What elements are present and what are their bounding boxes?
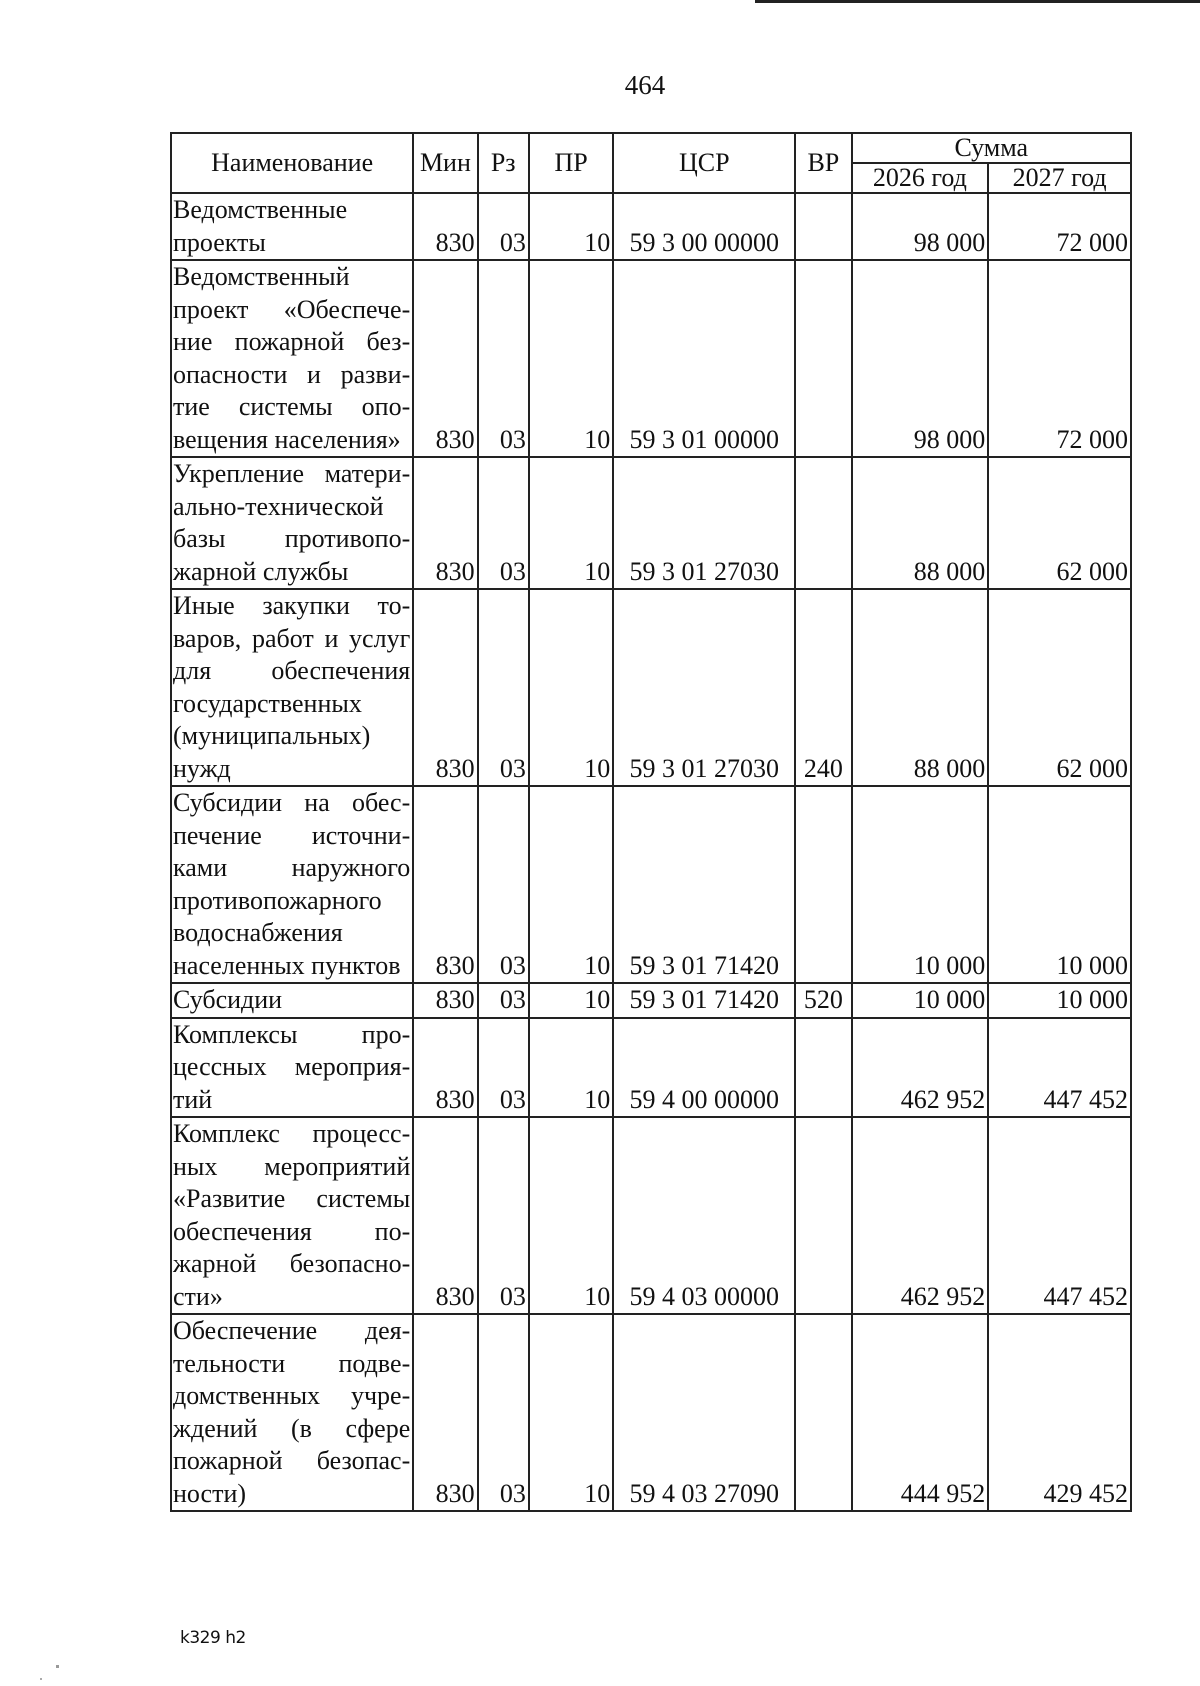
row-sum-2026: 88 000 xyxy=(852,457,989,589)
row-rz: 03 xyxy=(478,1018,529,1118)
row-pr: 10 xyxy=(529,1314,613,1511)
row-sum-2027: 429 452 xyxy=(988,1314,1131,1511)
row-vr xyxy=(795,786,851,983)
table-row xyxy=(171,1117,1131,1314)
row-pr: 10 xyxy=(529,1018,613,1118)
row-rz: 03 xyxy=(478,786,529,983)
row-name: Ведомственный проект «Обеспечение пожарной безопасности и развитие системы оповещения населения» xyxy=(171,260,413,457)
row-name: Ведомственные проекты xyxy=(171,193,413,260)
table-row xyxy=(171,983,1131,1018)
table-row xyxy=(171,589,1131,786)
scan-speck xyxy=(40,1678,42,1680)
row-min: 830 xyxy=(413,260,477,457)
row-csr: 59 3 01 27030 xyxy=(613,589,795,786)
table-row xyxy=(171,260,1131,457)
header-vr: ВР xyxy=(795,133,851,193)
row-sum-2027: 10 000 xyxy=(988,983,1131,1018)
row-rz: 03 xyxy=(478,983,529,1018)
row-rz: 03 xyxy=(478,457,529,589)
row-pr: 10 xyxy=(529,786,613,983)
row-sum-2026: 462 952 xyxy=(852,1018,989,1118)
row-rz: 03 xyxy=(478,1117,529,1314)
row-vr xyxy=(795,457,851,589)
header-pr: ПР xyxy=(529,133,613,193)
row-min: 830 xyxy=(413,1018,477,1118)
row-name: Обеспечение деятельности подведомственных учреждений (в сфере пожарной безопасности) xyxy=(171,1314,413,1511)
row-pr: 10 xyxy=(529,983,613,1018)
row-name: Комплекс процессных мероприятий «Развитие системы обеспечения пожарной безопасности» xyxy=(171,1117,413,1314)
row-min: 830 xyxy=(413,983,477,1018)
row-pr: 10 xyxy=(529,589,613,786)
row-name: Комплексы процессных мероприятий xyxy=(171,1018,413,1118)
row-name: Субсидии на обеспечение источниками наружного противопожарного водоснабжения населенных пунктов xyxy=(171,786,413,983)
budget-table xyxy=(170,132,1132,1512)
row-sum-2026: 444 952 xyxy=(852,1314,989,1511)
top-border-line xyxy=(755,0,1200,3)
row-sum-2027: 62 000 xyxy=(988,457,1131,589)
row-min: 830 xyxy=(413,786,477,983)
row-sum-2027: 72 000 xyxy=(988,260,1131,457)
row-sum-2026: 10 000 xyxy=(852,983,989,1018)
table-row xyxy=(171,1018,1131,1118)
row-vr xyxy=(795,260,851,457)
row-name: Иные закупки товаров, работ и услуг для обеспечения государственных (муниципальных) нужд xyxy=(171,589,413,786)
row-sum-2027: 447 452 xyxy=(988,1018,1131,1118)
row-rz: 03 xyxy=(478,1314,529,1511)
row-rz: 03 xyxy=(478,589,529,786)
row-min: 830 xyxy=(413,457,477,589)
row-name: Субсидии xyxy=(171,983,413,1018)
row-rz: 03 xyxy=(478,193,529,260)
row-min: 830 xyxy=(413,1117,477,1314)
row-vr xyxy=(795,1018,851,1118)
footer-document-code: k329 h2 xyxy=(180,1628,246,1648)
row-rz: 03 xyxy=(478,260,529,457)
row-pr: 10 xyxy=(529,260,613,457)
row-sum-2027: 447 452 xyxy=(988,1117,1131,1314)
row-csr: 59 3 01 00000 xyxy=(613,260,795,457)
row-vr: 240 xyxy=(795,589,851,786)
table-row xyxy=(171,457,1131,589)
row-pr: 10 xyxy=(529,457,613,589)
row-csr: 59 3 01 27030 xyxy=(613,457,795,589)
header-name: Наименование xyxy=(171,133,413,193)
row-sum-2027: 10 000 xyxy=(988,786,1131,983)
page-number: 464 xyxy=(624,70,666,100)
header-sum: Сумма xyxy=(852,133,1132,163)
row-sum-2027: 62 000 xyxy=(988,589,1131,786)
header-2027: 2027 год xyxy=(988,163,1131,193)
row-pr: 10 xyxy=(529,193,613,260)
row-vr xyxy=(795,193,851,260)
row-name: Укрепление материально-технической базы противопожарной службы xyxy=(171,457,413,589)
row-vr xyxy=(795,1314,851,1511)
row-min: 830 xyxy=(413,589,477,786)
row-csr: 59 4 00 00000 xyxy=(613,1018,795,1118)
header-min: Мин xyxy=(413,133,477,193)
row-sum-2026: 98 000 xyxy=(852,260,989,457)
table-row xyxy=(171,193,1131,260)
row-sum-2026: 98 000 xyxy=(852,193,989,260)
row-csr: 59 4 03 27090 xyxy=(613,1314,795,1511)
header-rz: Рз xyxy=(478,133,529,193)
row-min: 830 xyxy=(413,1314,477,1511)
row-min: 830 xyxy=(413,193,477,260)
header-csr: ЦСР xyxy=(613,133,795,193)
row-csr: 59 4 03 00000 xyxy=(613,1117,795,1314)
row-csr: 59 3 01 71420 xyxy=(613,983,795,1018)
row-csr: 59 3 00 00000 xyxy=(613,193,795,260)
row-vr: 520 xyxy=(795,983,851,1018)
row-pr: 10 xyxy=(529,1117,613,1314)
scan-speck xyxy=(56,1665,59,1668)
table-row xyxy=(171,786,1131,983)
table-row xyxy=(171,1314,1131,1511)
row-sum-2026: 462 952 xyxy=(852,1117,989,1314)
row-sum-2026: 10 000 xyxy=(852,786,989,983)
row-sum-2026: 88 000 xyxy=(852,589,989,786)
header-2026: 2026 год xyxy=(852,163,989,193)
row-csr: 59 3 01 71420 xyxy=(613,786,795,983)
row-vr xyxy=(795,1117,851,1314)
row-sum-2027: 72 000 xyxy=(988,193,1131,260)
